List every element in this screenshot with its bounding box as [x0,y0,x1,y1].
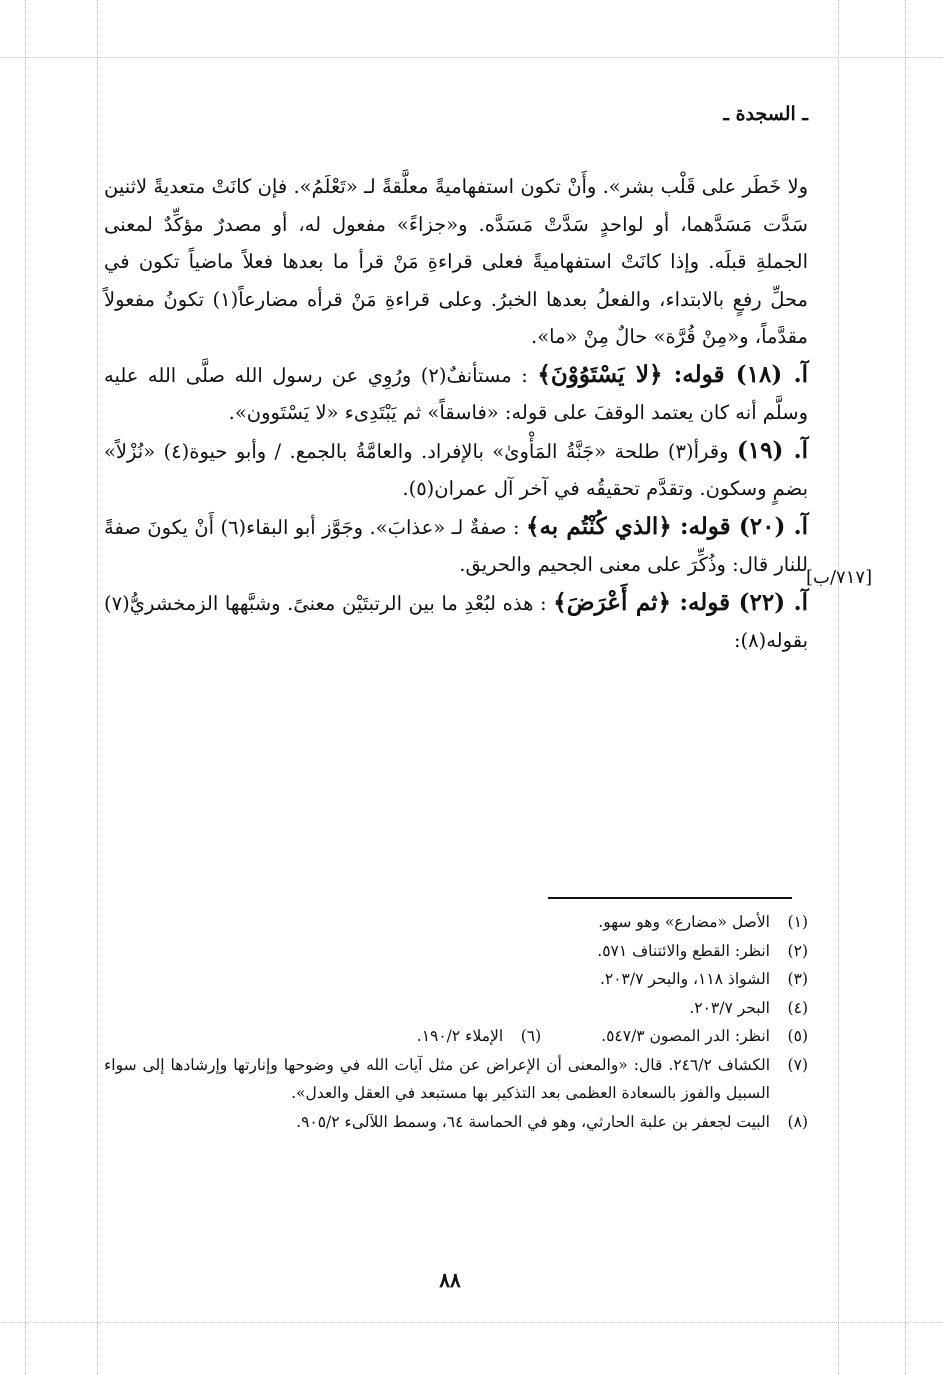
footnote-number: (٢) [787,941,808,960]
ayah-commentary: وقرأ(٣) طلحة «جَنَّةُ المَأْوىٰ» بالإفراد. والعامَّةُ بالجمع. / وأبو حيوة(٤) «نُزْلاً» بضمٍ وسكون. وتقدَّم تحقيقُه في آخر آل عمران(٥). [104,439,808,500]
ayah-commentary: : مستأنفٌ(٢) ورُوِي عن رسول الله صلَّى الله عليه وسلَّم أنه كان يعتمد الوقفَ على قوله: «فاسقاً» ثم يَبْتَدِىء «لا يَسْتَوون». [104,363,808,424]
scan-guide-line [0,57,943,58]
folio-margin-note: [٧١٧/ب] [806,567,873,588]
ayah-block [104,584,808,660]
ayah-heading: آ. (٢٠) قوله: ﴿الذي كُنْتُم به﴾ [525,512,808,540]
footnote-text: الأصل «مضارع» وهو سهو. [598,913,770,931]
scan-guide-line [905,0,906,1374]
footnote-text: الكشاف ٢٤٦/٢. قال: «والمعنى أن الإعراض عن مثل آيات الله في وضوحها وإنارتها وإرشادها إلى سواء السبيل والفوز بالسعادة العظمى بعد التذكير بها مستبعد في العقل والعدل». [104,1055,771,1102]
running-header: ـ السجدة ـ [723,103,808,125]
footnote-text: انظر: القطع والائتناف ٥٧١. [597,941,770,960]
footnote-number: (٣) [787,970,808,988]
ayah-commentary: : هذه لبُعْدِ ما بين الرتبتَيْن معنىً. وشبَّهها الزمخشريُّ(٧) بقوله(٨): [104,591,808,652]
footnote-number: (٤) [787,998,808,1017]
footnotes [104,908,808,1136]
ayah-block [104,508,808,584]
footnote [104,937,808,966]
footnote-text: انظر: الدر المصون ٥٤٧/٣. [601,1027,770,1045]
page-number: ٨٨ [439,1268,461,1292]
footnote-text: الإملاء ١٩٠/٢. [416,1027,504,1045]
footnote-text: البيت لجعفر بن علبة الحارثي، وهو في الحماسة ٦٤، وسمط اللآلىء ٩٠٥/٢. [296,1112,770,1131]
main-text [104,168,808,660]
footnote [104,1022,808,1051]
footnote-number: (١) [787,913,808,931]
footnote-number: (٥) [787,1027,808,1045]
footnote [104,1051,808,1108]
paragraph: ولا خَطَر على قَلْب بشر». وأَنْ تكون استفهاميةً معلَّقةً لـ «تَعْلَمُ». فإن كانَتْ متعديةً لاثنين سَدَّت مَسَدَّهما، أو لواحدٍ سَدَّتْ مَسَدَّه. و«جزاءً» مفعول له، أو مصدرٌ مؤكِّدٌ لمعنى الجملةِ قبلَه. وإذا كانَتْ استفهاميةً فعلى قراءةِ مَنْ قرأ ما بعدها فعلاً ماضياً تكون في محلِّ رفعٍ بالابتداء، والفعلُ بعدها الخبرُ. وعلى قراءةِ مَنْ قرأه مضارعاً(١) تكونُ مفعولاً مقدَّماً، و«مِنْ قُرَّة» حالٌ مِنْ «ما». [104,175,809,348]
footnote-number: (٧) [787,1055,808,1074]
footnote-number: (٦) [520,1027,542,1045]
footnote-separator [548,897,792,899]
scan-guide-line [0,1322,943,1323]
ayah-heading: آ. (١٨) قوله: ﴿لا يَسْتَوُوْنَ﴾ [537,360,808,388]
ayah-commentary: : صفةٌ لـ «عذابَ». وجَوَّز أبو البقاء(٦) أَنْ يكونَ صفةً للنار قال: وذُكِّرَ على معنى الجحيم والحريق. [104,515,808,576]
scan-guide-line [838,0,839,1374]
footnote-text: الشواذ ١١٨، والبحر ٢٠٣/٧. [599,970,770,988]
ayah-block [104,356,808,432]
footnote [104,994,808,1023]
footnote-number: (٨) [787,1112,808,1131]
ayah-block [104,432,808,508]
footnote [104,908,808,937]
scan-guide-line [25,0,26,1374]
footnote [104,965,808,994]
ayah-heading: آ. (١٩) [736,436,808,464]
ayah-heading: آ. (٢٢) قوله: ﴿ثم أَعْرَضَ﴾ [553,588,808,616]
scan-guide-line [97,0,98,1374]
footnote-text: البحر ٢٠٣/٧. [689,998,770,1017]
footnote [104,1108,808,1137]
